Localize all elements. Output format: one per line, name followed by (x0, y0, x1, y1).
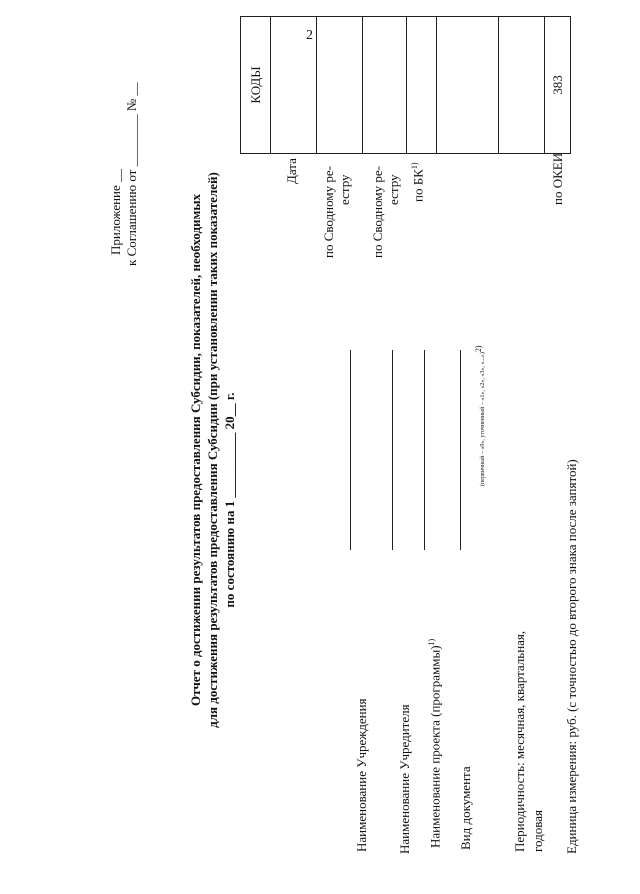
unit-label: Единица измерения: руб. (с точностью до второго знака после запятой) (564, 459, 579, 854)
appendix-line1: Приложение __ (108, 168, 123, 255)
page-number: 2 (306, 28, 313, 43)
codes-row-blank1 (437, 17, 499, 154)
title-line2: для достижения результатов предоставления Субсидии (при установлении таких показателей) (205, 172, 220, 728)
rotated-form (0, 10, 640, 870)
bk-label: по БК$^{1)}$ (410, 162, 426, 202)
codes-row-date (271, 17, 317, 154)
svod1-line2: естру (337, 174, 352, 205)
code-cell-bk (407, 17, 437, 154)
svod2-line2: естру (386, 174, 401, 205)
periodicity-line1: Периодичность: месячная, квартальная, (512, 630, 527, 852)
code-cell-svod1 (317, 17, 363, 154)
doc-type-label: Вид документа (458, 766, 473, 850)
codes-row-bk (407, 17, 437, 154)
project-line (424, 350, 425, 550)
code-cell-date (271, 17, 317, 154)
date-label: Дата (284, 158, 299, 184)
codes-row-svod1 (317, 17, 363, 154)
codes-header-row (241, 17, 271, 154)
svod1-line1: по Сводному ре- (321, 166, 336, 258)
founder-line (392, 350, 393, 550)
appendix-line2: к Соглашению от ________ № __ (124, 82, 139, 266)
institution-line (350, 350, 351, 550)
codes-row-svod2 (363, 17, 407, 154)
doc-type-line (460, 350, 461, 550)
svod2-line1: по Сводному ре- (370, 166, 385, 258)
doc-type-hint: (первичный – «0», уточненный – «1», «2», «3», «...»)$^{2)}$ (474, 345, 486, 486)
title-line1: Отчет о достижении результатов предоставления Субсидии, показателей, необходимых (188, 193, 203, 707)
codes-table (240, 16, 571, 154)
okei-label: по ОКЕИ (550, 152, 565, 205)
periodicity-line2: годовая (530, 810, 545, 852)
code-cell-blank2 (499, 17, 545, 154)
title-line3: по состоянию на 1 __________ 20__ г. (222, 392, 237, 608)
code-cell-okei: 383 (545, 17, 571, 154)
institution-label: Наименование Учреждения (354, 698, 369, 852)
codes-header: КОДЫ (241, 17, 271, 154)
project-label: Наименование проекта (программы)$^{1)}$ (427, 638, 443, 848)
codes-row-okei (545, 17, 571, 154)
founder-label: Наименование Учредителя (397, 704, 412, 854)
codes-row-blank2 (499, 17, 545, 154)
code-cell-blank1 (437, 17, 499, 154)
code-cell-svod2 (363, 17, 407, 154)
